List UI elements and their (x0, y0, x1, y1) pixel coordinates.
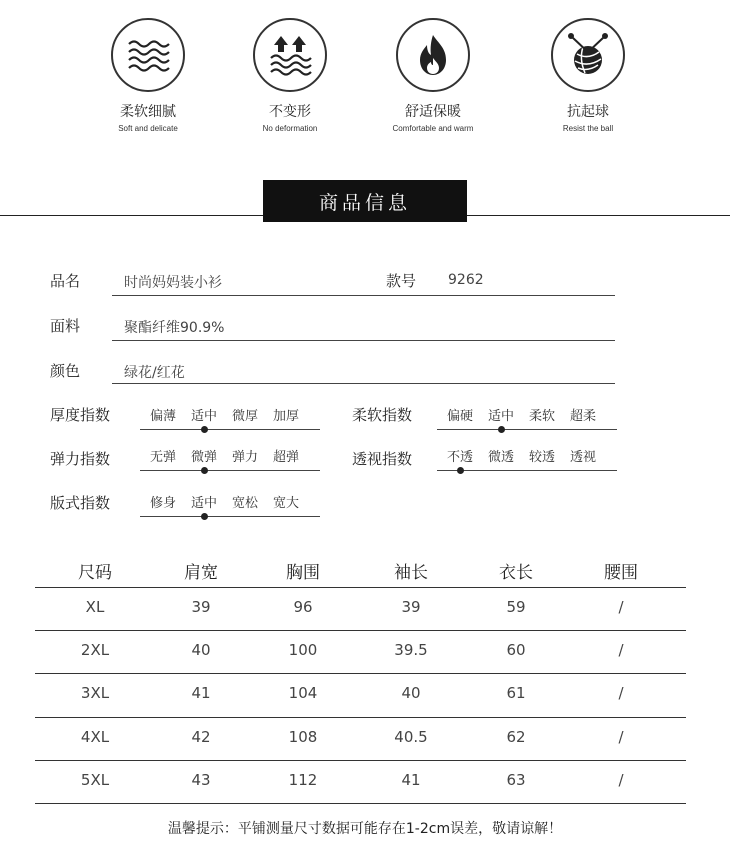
scale-indicator (201, 513, 208, 520)
code-label: 款号 (386, 272, 417, 290)
thickness-label: 厚度指数 (50, 406, 111, 424)
table-rule (35, 760, 686, 761)
table-header-cell: 肩宽 (184, 563, 218, 583)
table-cell: 40.5 (394, 728, 428, 746)
table-cell: / (618, 598, 624, 616)
feature-soft (78, 18, 218, 133)
table-cell: 4XL (80, 728, 110, 746)
feature-title: 舒适保暖 (405, 104, 461, 120)
table-cell: 112 (288, 771, 318, 789)
table-cell: 108 (288, 728, 318, 746)
feature-subtitle: Comfortable and warm (392, 124, 474, 133)
table-rule (35, 587, 686, 588)
yarn-ball-icon (551, 18, 625, 92)
table-cell: 3XL (80, 684, 110, 702)
table-cell: 39 (401, 598, 421, 616)
table-cell: / (618, 728, 624, 746)
table-header-cell: 腰围 (604, 563, 638, 583)
table-cell: 104 (288, 684, 318, 702)
scale-option: 适中 (488, 409, 515, 424)
scale-option: 修身 (150, 496, 177, 511)
table-cell: 40 (401, 684, 421, 702)
scale-line (140, 516, 320, 517)
stretch-arrows-icon (253, 18, 327, 92)
code-value: 9262 (448, 272, 484, 288)
table-cell: / (618, 641, 624, 659)
feature-no-deformation (220, 18, 360, 133)
scale-option: 微弹 (191, 450, 218, 465)
color-label: 颜色 (50, 362, 81, 380)
scale-option: 超柔 (570, 409, 597, 424)
table-cell: 62 (506, 728, 526, 746)
table-rule (35, 630, 686, 631)
scale-option: 无弹 (150, 450, 177, 465)
table-cell: 39.5 (394, 641, 428, 659)
scale-indicator (457, 467, 464, 474)
table-header-cell: 袖长 (394, 563, 428, 583)
fabric-label: 面料 (50, 317, 81, 335)
scale-option: 偏薄 (150, 409, 177, 424)
table-cell: 40 (191, 641, 211, 659)
softness-label: 柔软指数 (352, 406, 413, 424)
scale-indicator (201, 467, 208, 474)
scale-option: 适中 (191, 409, 218, 424)
table-rule (35, 717, 686, 718)
fabric-value: 聚酯纤维90.9% (124, 320, 225, 336)
section-title: 商品信息 (263, 180, 467, 222)
fit-scale (140, 492, 320, 522)
table-cell: 96 (293, 598, 313, 616)
scale-option: 宽大 (273, 496, 300, 511)
softness-scale (437, 405, 617, 435)
feature-subtitle: Soft and delicate (118, 124, 178, 133)
row-underline (112, 383, 615, 384)
table-header-cell: 衣长 (499, 563, 533, 583)
table-cell: / (618, 684, 624, 702)
scale-option: 超弹 (273, 450, 300, 465)
table-cell: 63 (506, 771, 526, 789)
transparency-scale (437, 446, 617, 476)
scale-line (140, 470, 320, 471)
table-cell: 39 (191, 598, 211, 616)
table-cell: 100 (288, 641, 318, 659)
table-rule (35, 803, 686, 804)
fit-label: 版式指数 (50, 494, 111, 512)
scale-option: 加厚 (273, 409, 300, 424)
table-cell: 61 (506, 684, 526, 702)
feature-anti-pilling (518, 18, 658, 133)
feature-subtitle: No deformation (262, 124, 318, 133)
flame-icon (396, 18, 470, 92)
feature-subtitle: Resist the ball (562, 124, 614, 133)
scale-option: 不透 (447, 450, 474, 465)
table-header-cell: 尺码 (78, 563, 112, 583)
thickness-scale (140, 405, 320, 435)
scale-option: 微厚 (232, 409, 259, 424)
scale-line (140, 429, 320, 430)
scale-option: 适中 (191, 496, 218, 511)
feature-title: 抗起球 (567, 104, 609, 120)
scale-option: 柔软 (529, 409, 556, 424)
table-cell: / (618, 771, 624, 789)
name-label: 品名 (50, 272, 81, 290)
measurement-note: 温馨提示：平铺测量尺寸数据可能存在1-2cm误差，敬请谅解！ (167, 821, 563, 837)
scale-option: 较透 (529, 450, 556, 465)
scale-option: 透视 (570, 450, 597, 465)
scale-indicator (201, 426, 208, 433)
wave-lines-icon (111, 18, 185, 92)
table-cell: 5XL (80, 771, 110, 789)
elasticity-label: 弹力指数 (50, 450, 111, 468)
elasticity-scale (140, 446, 320, 476)
table-cell: 59 (506, 598, 526, 616)
scale-option: 弹力 (232, 450, 259, 465)
table-cell: XL (85, 598, 105, 616)
table-cell: 2XL (80, 641, 110, 659)
table-cell: 60 (506, 641, 526, 659)
scale-indicator (498, 426, 505, 433)
table-cell: 41 (401, 771, 421, 789)
table-cell: 42 (191, 728, 211, 746)
feature-title: 柔软细腻 (120, 104, 176, 120)
color-value: 绿花/红花 (124, 365, 185, 381)
feature-warm (363, 18, 503, 133)
scale-option: 偏硬 (447, 409, 474, 424)
scale-line (437, 429, 617, 430)
name-value: 时尚妈妈装小衫 (124, 275, 222, 291)
table-rule (35, 673, 686, 674)
transparency-label: 透视指数 (352, 450, 413, 468)
table-cell: 43 (191, 771, 211, 789)
feature-title: 不变形 (269, 104, 311, 120)
row-underline (112, 295, 615, 296)
row-underline (112, 340, 615, 341)
table-header-cell: 胸围 (286, 563, 320, 583)
scale-option: 微透 (488, 450, 515, 465)
scale-line (437, 470, 617, 471)
table-cell: 41 (191, 684, 211, 702)
scale-option: 宽松 (232, 496, 259, 511)
